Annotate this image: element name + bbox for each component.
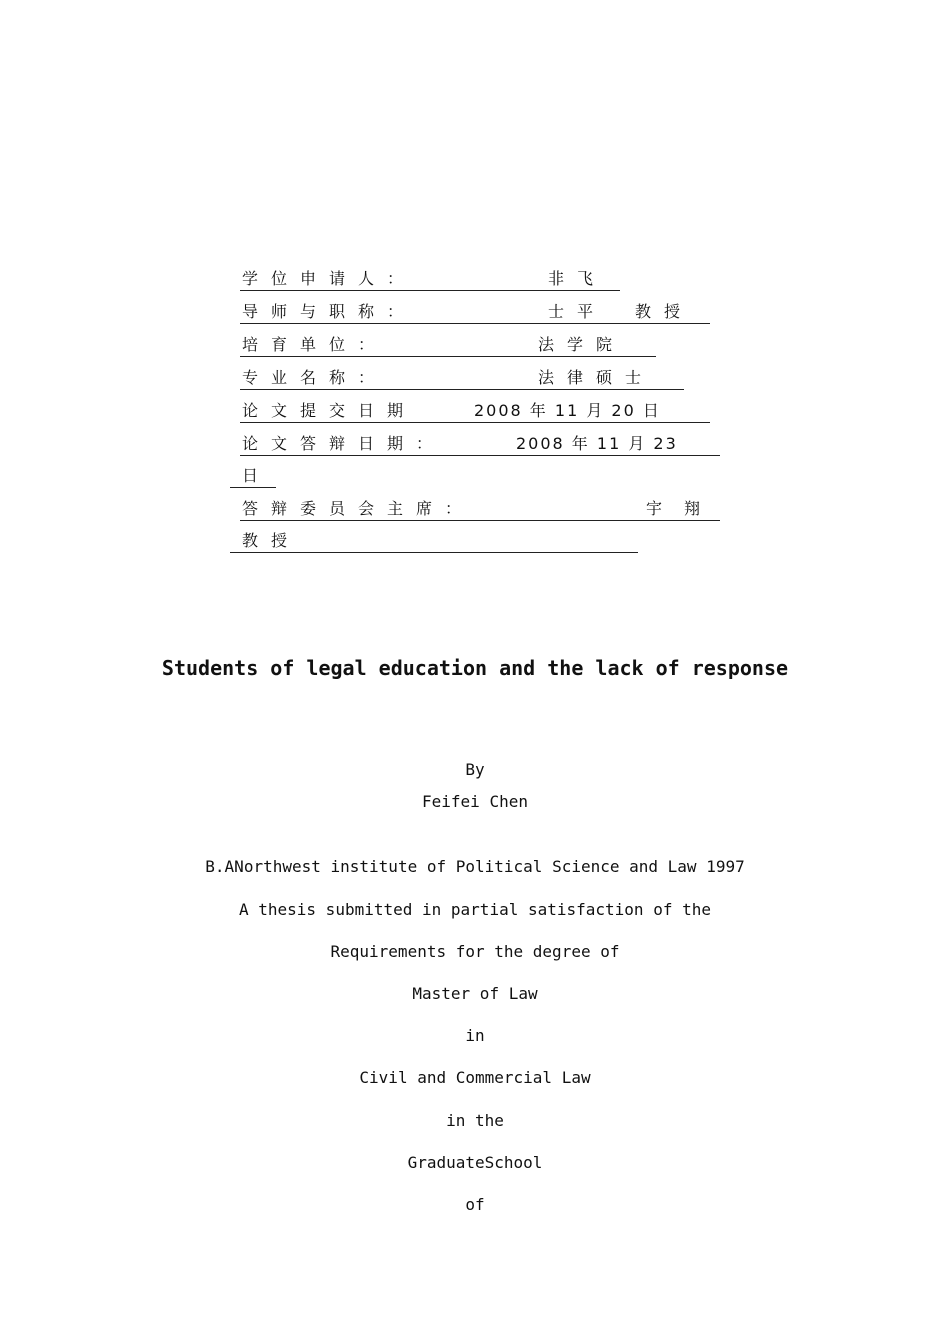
chair-value: 宇翔 — [646, 499, 723, 518]
submit-date-label: 论文提交日期 — [242, 401, 417, 420]
school-name: GraduateSchool — [407, 1153, 543, 1172]
thesis-title: Students of legal education and the lack of response — [161, 656, 789, 680]
advisor-label: 导师与职称： — [242, 302, 417, 321]
thesis-statement: A thesis submitted in partial satisfaction of the — [238, 900, 711, 919]
major-line — [240, 367, 684, 390]
defense-date-value: 2008 年 11 月 23 — [516, 434, 678, 453]
degree-name: Master of Law — [412, 984, 538, 1003]
unit-line — [240, 334, 656, 357]
unit-value: 法学院 — [538, 335, 626, 354]
submit-date-value: 2008 年 11 月 20 日 — [474, 401, 661, 420]
in-line: in — [465, 1026, 485, 1045]
advisor-line — [240, 301, 710, 324]
major-value: 法律硕士 — [538, 368, 655, 387]
submit-date-line — [240, 400, 710, 423]
requirements-line: Requirements for the degree of — [330, 942, 620, 961]
defense-date-value-cont: 日 — [242, 466, 272, 485]
defense-date-label: 论文答辩日期： — [242, 434, 446, 453]
chair-line-cont — [230, 530, 638, 553]
chair-value-cont: 教授 — [242, 531, 301, 550]
defense-date-line-cont — [230, 465, 276, 488]
advisor-value: 士平 教授 — [548, 302, 694, 321]
applicant-label: 学位申请人： — [242, 269, 417, 288]
by-line: By — [465, 760, 485, 779]
chair-label: 答辩委员会主席： — [242, 499, 475, 518]
field-name: Civil and Commercial Law — [359, 1068, 591, 1087]
applicant-line — [240, 268, 620, 291]
defense-date-line — [240, 433, 720, 456]
applicant-value: 非飞 — [548, 269, 607, 288]
author-name: Feifei Chen — [422, 792, 528, 811]
in-the-line: in the — [446, 1111, 504, 1130]
unit-label: 培育单位： — [242, 335, 388, 354]
major-label: 专业名称： — [242, 368, 388, 387]
chair-line — [240, 498, 723, 521]
of-line: of — [465, 1195, 485, 1214]
prior-degree: B.ANorthwest institute of Political Science and Law 1997 — [205, 857, 745, 876]
